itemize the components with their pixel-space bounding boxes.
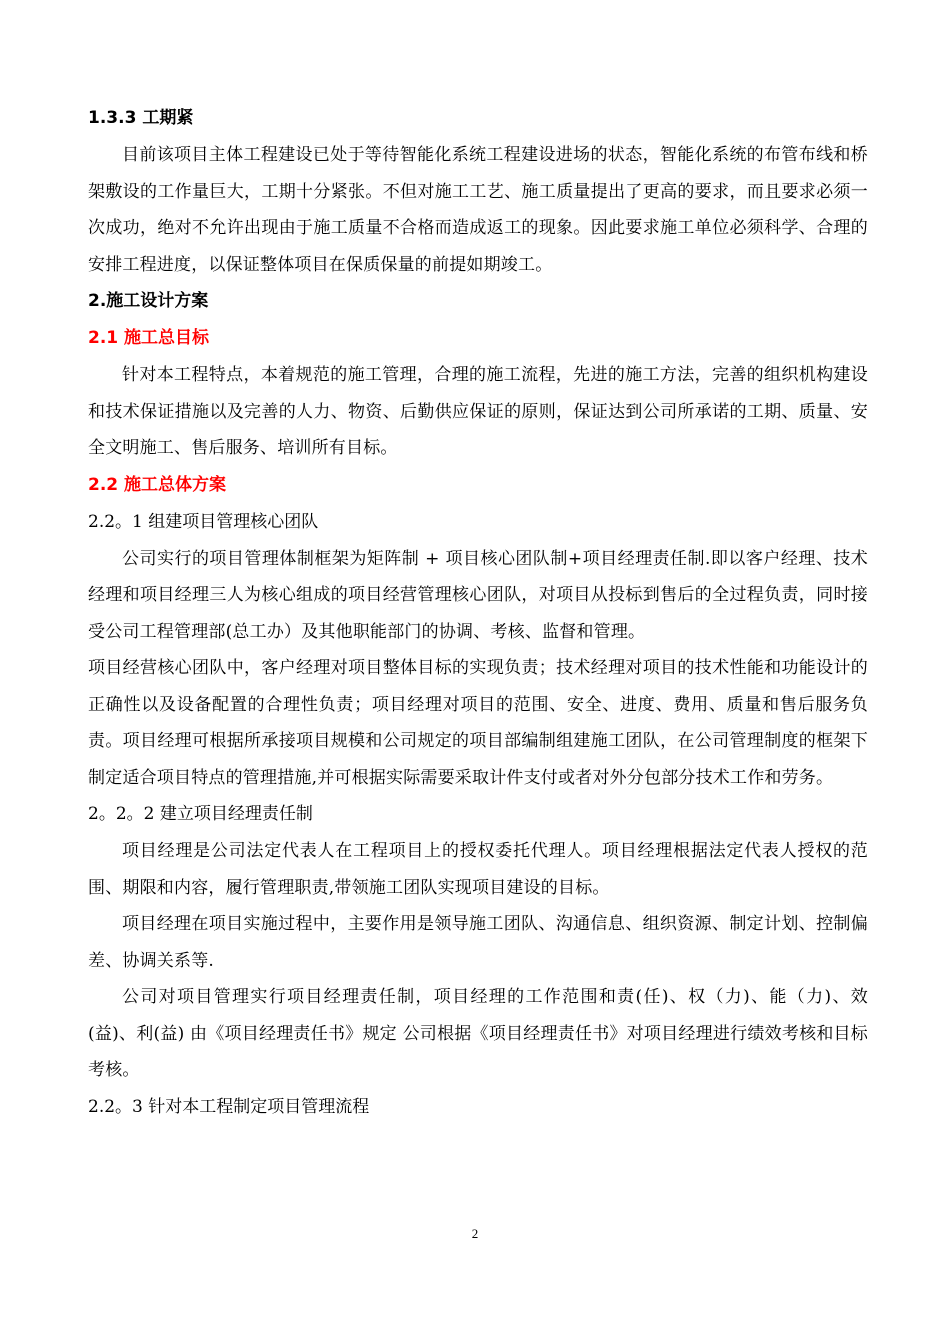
paragraph-schedule-tight: 目前该项目主体工程建设已处于等待智能化系统工程建设进场的状态，智能化系统的布管布线和桥架敷设的工作量巨大，工期十分紧张。不但对施工工艺、施工质量提出了更高的要求，而且要求必须一次成功，绝对不允许出现由于施工质量不合格而造成返工的现象。因此要求施工单位必须科学、合理的安排工程进度，以保证整体项目在保质保量的前提如期竣工。	[88, 145, 868, 275]
heading-2-2-2: 2。2。2 建立项目经理责任制	[88, 804, 313, 824]
heading-2-2: 2.2 施工总体方案	[88, 474, 227, 495]
heading-2-2-3: 2.2。3 针对本工程制定项目管理流程	[88, 1096, 370, 1117]
paragraph-pm-role: 项目经理在项目实施过程中，主要作用是领导施工团队、沟通信息、组织资源、制定计划、控制偏差、协调关系等.	[88, 914, 868, 971]
paragraph-pm-responsibility: 公司对项目管理实行项目经理责任制，项目经理的工作范围和责(任)、权（力)、能（力)、效(益)、利(益) 由《项目经理责任书》规定 公司根据《项目经理责任书》对项目经理进行绩效考核和目标考核。	[88, 987, 868, 1080]
page-number: 2	[471, 1226, 479, 1241]
heading-2-1: 2.1 施工总目标	[88, 328, 210, 348]
paragraph-core-team-duties: 项目经营核心团队中，客户经理对项目整体目标的实现负责；技术经理对项目的技术性能和功能设计的正确性以及设备配置的合理性负责；项目经理对项目的范围、安全、进度、费用、质量和售后服务负责。项目经理可根据所承接项目规模和公司规定的项目部编制组建施工团队，在公司管理制度的框架下制定适合项目特点的管理措施,并可根据实际需要采取计件支付或者对外分包部分技术工作和劳务。	[88, 658, 868, 788]
paragraph-pm-authorization: 项目经理是公司法定代表人在工程项目上的授权委托代理人。项目经理根据法定代表人授权的范围、期限和内容，履行管理职责,带领施工团队实现项目建设的目标。	[88, 841, 868, 898]
heading-2-2-1: 2.2。1 组建项目管理核心团队	[88, 511, 319, 532]
paragraph-overall-goal: 针对本工程特点，本着规范的施工管理，合理的施工流程，先进的施工方法，完善的组织机构建设和技术保证措施以及完善的人力、物资、后勤供应保证的原则，保证达到公司所承诺的工期、质量、安全文明施工、售后服务、培训所有目标。	[88, 365, 868, 458]
heading-2: 2.施工设计方案	[88, 291, 209, 311]
paragraph-management-framework: 公司实行的项目管理体制框架为矩阵制 + 项目核心团队制+项目经理责任制.即以客户经理、技术经理和项目经理三人为核心组成的项目经营管理核心团队，对项目从投标到售后的全过程负责，同时接受公司工程管理部(总工办）及其他职能部门的协调、考核、监督和管理。	[88, 548, 868, 642]
heading-1-3-3: 1.3.3 工期紧	[88, 108, 194, 128]
document-body	[88, 100, 868, 1126]
